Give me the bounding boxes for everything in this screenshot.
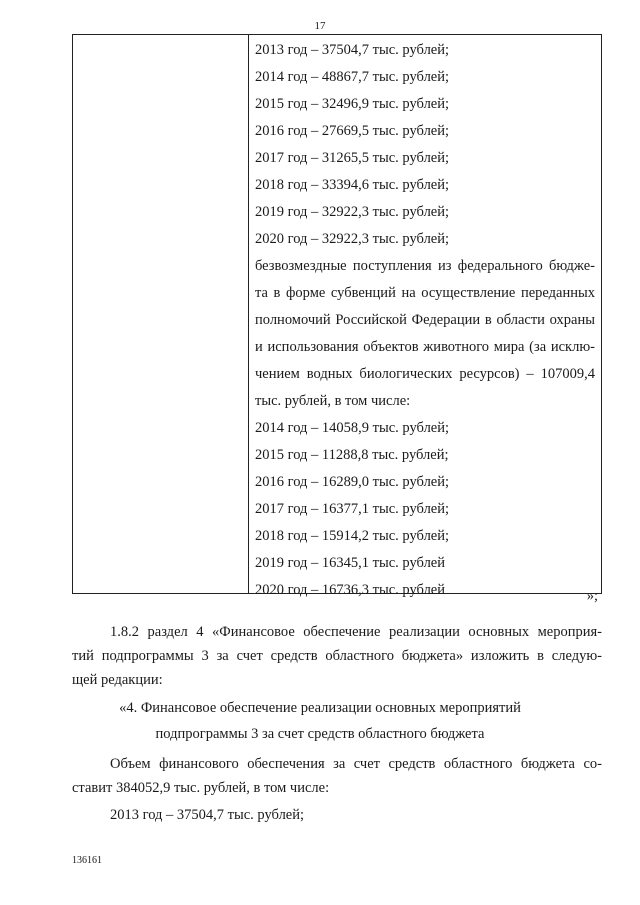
paragraph-section-4-amendment [72, 620, 602, 692]
table-line: 2015 год – 32496,9 тыс. рублей; [255, 96, 450, 112]
table-line: 2018 год – 33394,6 тыс. рублей; [255, 177, 450, 193]
table-line: 2015 год – 11288,8 тыс. рублей; [255, 447, 449, 463]
section-heading-line1: «4. Финансовое обеспечение реализации основных мероприятий [119, 700, 521, 716]
table-line: полномочий Российской Федерации в области охраны [255, 312, 595, 328]
paragraph-year-2013 [72, 802, 640, 829]
paragraph-line: Объем финансового обеспечения за счет средств областного бюджета со- [110, 756, 602, 772]
table-line: 2020 год – 32922,3 тыс. рублей; [255, 231, 450, 247]
table-line: 2017 год – 31265,5 тыс. рублей; [255, 150, 450, 166]
paragraph-line: 1.8.2 раздел 4 «Финансовое обеспечение реализации основных мероприя- [110, 624, 602, 640]
table-line: 2017 год – 16377,1 тыс. рублей; [255, 501, 450, 517]
table-right-cell [255, 37, 595, 604]
table-line: и использования объектов животного мира (за исклю- [255, 339, 595, 355]
paragraph-funding-volume [72, 752, 602, 800]
table-line: 2020 год – 16736,3 тыс. рублей [255, 582, 446, 598]
quote-close: »; [586, 588, 598, 604]
table-column-divider [248, 35, 249, 593]
paragraph-line: ставит 384052,9 тыс. рублей, в том числе: [72, 780, 330, 796]
table-line: чением водных биологических ресурсов) – 107009,4 [255, 366, 595, 382]
table-line: 2016 год – 27669,5 тыс. рублей; [255, 123, 450, 139]
table-line: 2013 год – 37504,7 тыс. рублей; [255, 42, 450, 58]
paragraph-line: щей редакции: [72, 672, 163, 688]
table-line: 2018 год – 15914,2 тыс. рублей; [255, 528, 450, 544]
table-line: 2019 год – 32922,3 тыс. рублей; [255, 204, 450, 220]
section-heading-line2: подпрограммы 3 за счет средств областного бюджета [155, 726, 485, 742]
table-line: безвозмездные поступления из федерального бюдже- [255, 258, 595, 274]
paragraph-line: 2013 год – 37504,7 тыс. рублей; [110, 807, 305, 823]
table-line: 2019 год – 16345,1 тыс. рублей [255, 555, 446, 571]
paragraph-line: тий подпрограммы 3 за счет средств областного бюджета» изложить в следую- [72, 648, 602, 664]
table-line: 2014 год – 48867,7 тыс. рублей; [255, 69, 450, 85]
budget-table [72, 34, 602, 598]
table-line: 2014 год – 14058,9 тыс. рублей; [255, 420, 450, 436]
document-code: 136161 [72, 855, 102, 866]
table-line: та в форме субвенций на осуществление переданных [255, 285, 595, 301]
table-line: тыс. рублей, в том числе: [255, 393, 411, 409]
page-number: 17 [314, 20, 326, 32]
table-line: 2016 год – 16289,0 тыс. рублей; [255, 474, 450, 490]
